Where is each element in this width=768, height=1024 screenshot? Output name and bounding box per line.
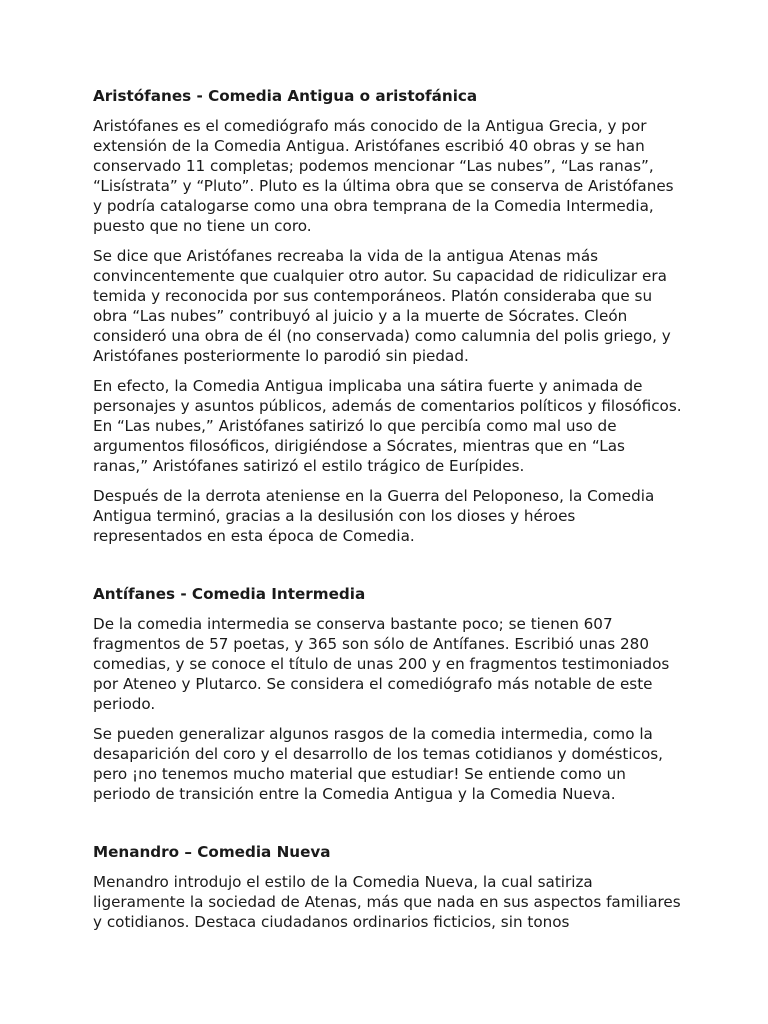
paragraph: En efecto, la Comedia Antigua implicaba una sátira fuerte y animada de personajes y asuntos públicos, además de comentarios políticos y filosóficos. En “Las nubes,” Aristófanes satirizó lo que percibía como mal uso de argumentos filosóficos, dirigiéndose a Sócrates, mientras que en “Las ranas,” Aristófanes satirizó el estilo trágico de Eurípides. — [93, 377, 682, 475]
paragraph: Se dice que Aristófanes recreaba la vida de la antigua Atenas más convincentemente que cualquier otro autor. Su capacidad de ridiculizar era temida y reconocida por sus contemporáneos. Platón consideraba que su obra “Las nubes” contribuyó al juicio y a la muerte de Sócrates. Cleón consideró una obra de él (no conservada) como calumnia del polis griego, y Aristófanes posteriormente lo parodió sin piedad. — [93, 247, 671, 365]
section-spacer — [93, 556, 683, 584]
section-antifanes — [93, 584, 683, 804]
section-heading: Antífanes - Comedia Intermedia — [93, 585, 366, 603]
paragraph: Después de la derrota ateniense en la Guerra del Peloponeso, la Comedia Antigua terminó, gracias a la desilusión con los dioses y héroes representados en esta época de Comedia. — [93, 487, 655, 545]
paragraph: De la comedia intermedia se conserva bastante poco; se tienen 607 fragmentos de 57 poetas, y 365 son sólo de Antífanes. Escribió unas 280 comedias, y se conoce el título de unas 200 y en fragmentos testimoniados por Ateneo y Plutarco. Se considera el comediógrafo más notable de este periodo. — [93, 615, 670, 713]
paragraph: Menandro introdujo el estilo de la Comedia Nueva, la cual satiriza ligeramente la sociedad de Atenas, más que nada en sus aspectos familiares y cotidianos. Destaca ciudadanos ordinarios ficticios, sin tonos — [93, 873, 681, 931]
section-heading: Aristófanes - Comedia Antigua o aristofánica — [93, 87, 478, 105]
section-heading: Menandro – Comedia Nueva — [93, 843, 331, 861]
document-page — [93, 80, 683, 942]
paragraph: Aristófanes es el comediógrafo más conocido de la Antigua Grecia, y por extensión de la Comedia Antigua. Aristófanes escribió 40 obras y se han conservado 11 completas; podemos mencionar “Las nubes”, “Las ranas”, “Lisístrata” y “Pluto”. Pluto es la última obra que se conserva de Aristófanes y podría catalogarse como una obra temprana de la Comedia Intermedia, puesto que no tiene un coro. — [93, 117, 674, 235]
paragraph: Se pueden generalizar algunos rasgos de la comedia intermedia, como la desaparición del coro y el desarrollo de los temas cotidianos y domésticos, pero ¡no tenemos mucho material que estudiar! Se entiende como un periodo de transición entre la Comedia Antigua y la Comedia Nueva. — [93, 725, 663, 803]
section-aristofanes — [93, 86, 683, 546]
section-menandro — [93, 842, 683, 932]
section-spacer — [93, 814, 683, 842]
